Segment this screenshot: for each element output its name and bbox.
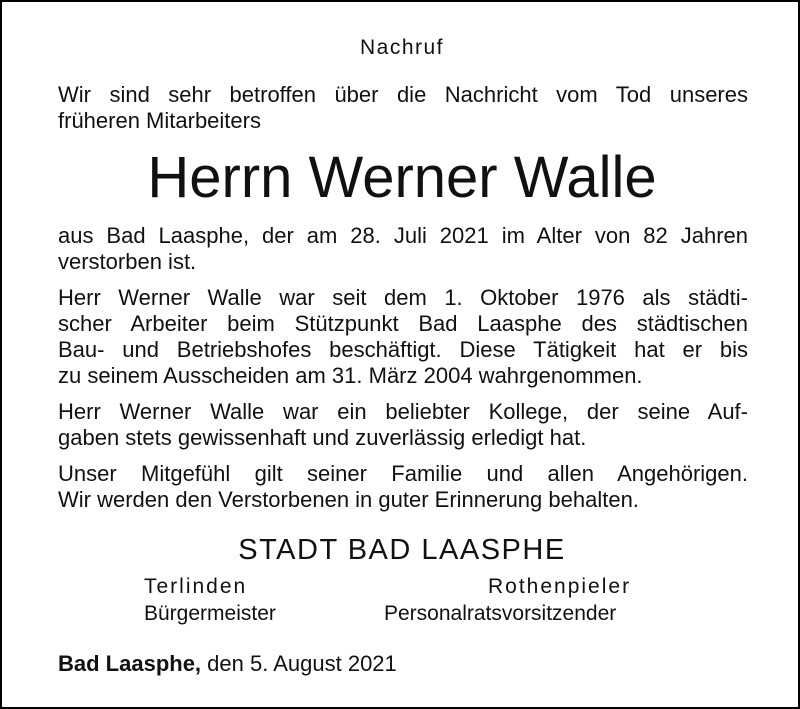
- signatory-council-chair: [384, 573, 631, 627]
- colleague-paragraph: [58, 399, 748, 451]
- notice-heading: Nachruf: [359, 36, 445, 59]
- text-line: Wir sind sehr betroffen über die Nachricht vom Tod unseres: [58, 82, 748, 107]
- condolence-paragraph: [58, 461, 748, 513]
- organization-name: STADT BAD LAASPHE: [238, 534, 566, 566]
- career-paragraph: [58, 285, 748, 389]
- signatory-name: Terlinden: [144, 575, 248, 598]
- origin-paragraph: [58, 223, 748, 275]
- signatory-title: Personalratsvorsitzender: [384, 602, 617, 625]
- place-date-line: [58, 651, 397, 677]
- text-line: Bau- und Betriebshofes beschäftigt. Diese Tätigkeit hat er bis: [58, 337, 748, 362]
- text-line: aus Bad Laasphe, der am 28. Juli 2021 im Alter von 82 Jahren: [58, 223, 748, 248]
- footer-date: den 5. August 2021: [207, 651, 397, 676]
- text-line: früheren Mitarbeiters: [58, 108, 261, 133]
- signatory-name: Rothenpieler: [488, 575, 632, 598]
- text-line: Herr Werner Walle war ein beliebter Kollege, der seine Auf-: [58, 399, 748, 424]
- text-line: verstorben ist.: [58, 249, 197, 274]
- text-line: Unser Mitgefühl gilt seiner Familie und allen Angehörigen.: [58, 461, 748, 486]
- signatory-title: Bürgermeister: [144, 602, 276, 625]
- text-line: Herr Werner Walle war seit dem 1. Oktober 1976 als städti-: [58, 285, 748, 310]
- intro-paragraph: [58, 82, 748, 134]
- footer-place: Bad Laasphe,: [58, 651, 202, 676]
- text-line: scher Arbeiter beim Stützpunkt Bad Laasphe des städtischen: [58, 311, 748, 336]
- text-line: Wir werden den Verstorbenen in guter Erinnerung behalten.: [58, 487, 639, 512]
- signatory-mayor: [144, 573, 276, 627]
- text-line: gaben stets gewissenhaft und zuverlässig erledigt hat.: [58, 425, 587, 450]
- deceased-name: Herrn Werner Walle: [147, 145, 657, 210]
- text-line: zu seinem Ausscheiden am 31. März 2004 wahrgenommen.: [58, 363, 643, 388]
